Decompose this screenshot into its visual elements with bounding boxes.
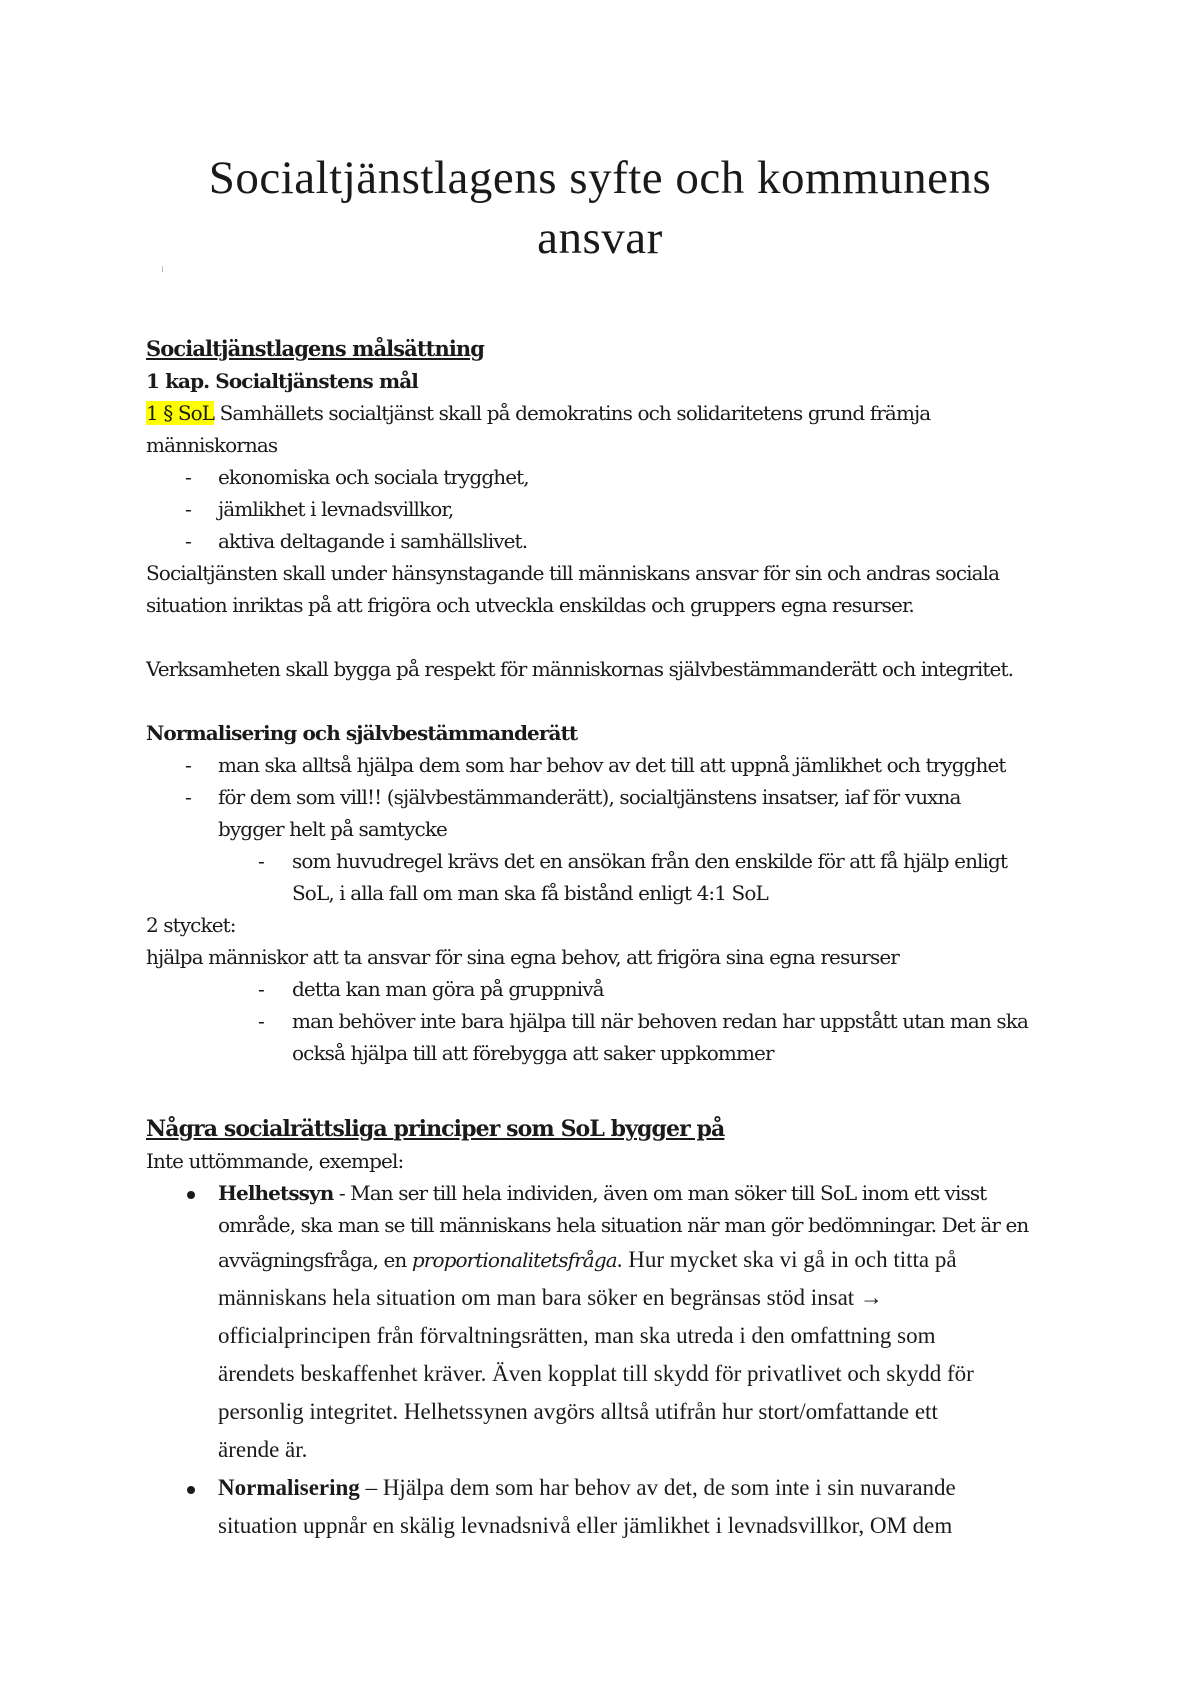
bullet-dot-icon: [187, 1191, 195, 1199]
bullet-helhetssyn-line-6: ärendets beskaffenhet kräver. Även kopplat till skydd för privatlivet och skydd för: [218, 1361, 974, 1386]
bullet-helhetssyn-line-3: avvägningsfråga, en proportionalitetsfråga. Hur mycket ska vi gå in och titta på: [218, 1247, 957, 1272]
paragraph-2-line-2: situation inriktas på att frigöra och utveckla enskildas och gruppers egna resurser.: [146, 593, 914, 617]
dash-bullet: -: [185, 785, 191, 809]
title-line-1: Socialtjänstlagens syfte och kommunens: [208, 152, 992, 204]
list-item: aktiva deltagande i samhällslivet.: [218, 529, 528, 553]
title-line-2: ansvar: [537, 212, 663, 264]
paragraph-1-line-2: människornas: [146, 433, 278, 457]
bullet-dot-icon: [187, 1486, 195, 1494]
highlighted-reference: 1 § SoL: [146, 401, 215, 425]
dash-bullet: -: [185, 753, 191, 777]
paragraph-2-line-1: Socialtjänsten skall under hänsynstagande till människans ansvar för sin och andras sociala: [146, 561, 1000, 585]
subheading-kap1: 1 kap. Socialtjänstens mål: [146, 369, 419, 393]
paragraph-1-line-1: 1 § SoL Samhällets socialtjänst skall på demokratins och solidaritetens grund främja: [146, 401, 931, 425]
list-item-continuation: bygger helt på samtycke: [218, 817, 447, 841]
bullet-helhetssyn-line-2: område, ska man se till människans hela situation när man gör bedömningar. Det är en: [218, 1213, 1029, 1237]
dash-bullet: -: [185, 465, 191, 489]
bullet-helhetssyn-line-5: officialprincipen från förvaltningsrätten, man ska utreda i den omfattning som: [218, 1323, 936, 1348]
paragraph-3: Verksamheten skall bygga på respekt för människornas självbestämmanderätt och integritet.: [146, 657, 1014, 681]
stycket-label: 2 stycket:: [146, 913, 236, 937]
sub-list-item-continuation: också hjälpa till att förebygga att saker uppkommer: [292, 1041, 774, 1065]
bullet-helhetssyn-line-8: ärende är.: [218, 1437, 308, 1462]
dash-bullet: -: [258, 977, 264, 1001]
dash-bullet: -: [258, 849, 264, 873]
sub-list-item: som huvudregel krävs det en ansökan från den enskilde för att få hjälp enligt: [292, 849, 1008, 873]
stycket-text: hjälpa människor att ta ansvar för sina egna behov, att frigöra sina egna resurser: [146, 945, 899, 969]
sub-list-item-continuation: SoL, i alla fall om man ska få bistånd enligt 4:1 SoL: [292, 881, 768, 905]
section-heading-principer: Några socialrättsliga principer som SoL bygger på: [146, 1116, 725, 1142]
sub-list-item: detta kan man göra på gruppnivå: [292, 977, 604, 1001]
intro-text: Inte uttömmande, exempel:: [146, 1149, 404, 1173]
section-heading-malsattning: Socialtjänstlagens målsättning: [146, 336, 485, 361]
list-item: jämlikhet i levnadsvillkor,: [218, 497, 454, 521]
bullet-helhetssyn-line-1: Helhetssyn - Man ser till hela individen, även om man söker till SoL inom ett visst: [218, 1181, 987, 1205]
sub-list-item: man behöver inte bara hjälpa till när behoven redan har uppstått utan man ska: [292, 1009, 1028, 1033]
bullet-helhetssyn-line-4: människans hela situation om man bara söker en begränsas stöd insat →: [218, 1285, 883, 1310]
cursor-mark: [162, 266, 163, 272]
document-title: [100, 148, 1100, 268]
dash-bullet: -: [185, 529, 191, 553]
dash-bullet: -: [258, 1009, 264, 1033]
list-item: för dem som vill!! (självbestämmanderätt), socialtjänstens insatser, iaf för vuxna: [218, 785, 961, 809]
section-heading-normalisering: Normalisering och självbestämmanderätt: [146, 721, 578, 745]
list-item: man ska alltså hjälpa dem som har behov av det till att uppnå jämlikhet och trygghet: [218, 753, 1006, 777]
bullet-helhetssyn-line-7: personlig integritet. Helhetssynen avgörs alltså utifrån hur stort/omfattande ett: [218, 1399, 938, 1424]
list-item: ekonomiska och sociala trygghet,: [218, 465, 529, 489]
bullet-normalisering-line-2: situation uppnår en skälig levnadsnivå eller jämlikhet i levnadsvillkor, OM dem: [218, 1513, 953, 1538]
bullet-normalisering-line-1: Normalisering – Hjälpa dem som har behov av det, de som inte i sin nuvarande: [218, 1475, 956, 1500]
dash-bullet: -: [185, 497, 191, 521]
